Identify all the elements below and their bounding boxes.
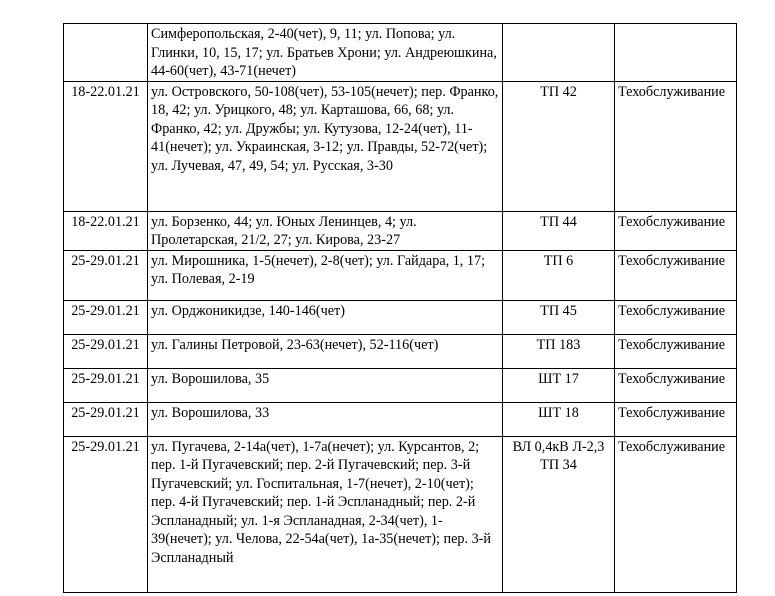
address-cell: ул. Островского, 50-108(чет), 53-105(нечет); пер. Франко, 18, 42; ул. Урицкого, 48; ул. Карташова, 66, 68; ул. Франко, 42; ул. Дружбы; ул. Кутузова, 12-24(чет), 11-41(нечет); ул. Украинская, 3-12; ул. Правды, 52-72(чет); ул. Лучевая, 47, 49, 54; ул. Русская, 3-30 — [148, 81, 503, 211]
date-cell: 25-29.01.21 — [64, 250, 148, 300]
table-row — [64, 211, 737, 250]
address-cell: ул. Пугачева, 2-14а(чет), 1-7а(нечет); ул. Курсантов, 2; пер. 1-й Пугачевский; пер. 2-й Пугачевский; пер. 3-й Пугачевский; ул. Госпитальная, 1-7(нечет), 2-10(чет); пер. 4-й Пугачевский; пер. 1-й Эспланадный; пер. 2-й Эспланадный; ул. 1-я Эспланадная, 2-34(чет), 1-39(нечет); ул. Челова, 22-54а(чет), 1а-35(нечет); пер. 3-й Эспланадный — [148, 436, 503, 592]
date-cell — [64, 24, 148, 82]
substation-cell: ТП 183 — [503, 334, 615, 368]
date-cell: 18-22.01.21 — [64, 211, 148, 250]
table-row — [64, 81, 737, 211]
date-cell: 25-29.01.21 — [64, 334, 148, 368]
work-type-cell: Техобслуживание — [615, 300, 737, 334]
substation-cell: ВЛ 0,4кВ Л-2,3 ТП 34 — [503, 436, 615, 592]
work-type-cell: Техобслуживание — [615, 81, 737, 211]
table-row — [64, 436, 737, 592]
address-cell: Симферопольская, 2-40(чет), 9, 11; ул. Попова; ул. Глинки, 10, 15, 17; ул. Братьев Хрони; ул. Андреюшкина, 44-60(чет), 43-71(нечет) — [148, 24, 503, 82]
substation-cell: ТП 6 — [503, 250, 615, 300]
work-type-cell: Техобслуживание — [615, 436, 737, 592]
address-cell: ул. Мирошника, 1-5(нечет), 2-8(чет); ул. Гайдара, 1, 17; ул. Полевая, 2-19 — [148, 250, 503, 300]
work-type-cell: Техобслуживание — [615, 368, 737, 402]
table-row — [64, 368, 737, 402]
date-cell: 25-29.01.21 — [64, 300, 148, 334]
substation-cell: ТП 42 — [503, 81, 615, 211]
substation-cell: ТП 44 — [503, 211, 615, 250]
date-cell: 25-29.01.21 — [64, 402, 148, 436]
table-row — [64, 334, 737, 368]
table-row — [64, 402, 737, 436]
date-cell: 25-29.01.21 — [64, 368, 148, 402]
address-cell: ул. Орджоникидзе, 140-146(чет) — [148, 300, 503, 334]
work-type-cell: Техобслуживание — [615, 250, 737, 300]
substation-cell: ШТ 18 — [503, 402, 615, 436]
date-cell: 25-29.01.21 — [64, 436, 148, 592]
table-row — [64, 250, 737, 300]
substation-cell — [503, 24, 615, 82]
table-row — [64, 300, 737, 334]
work-type-cell: Техобслуживание — [615, 211, 737, 250]
work-type-cell: Техобслуживание — [615, 334, 737, 368]
table-row — [64, 24, 737, 82]
address-cell: ул. Галины Петровой, 23-63(нечет), 52-116(чет) — [148, 334, 503, 368]
work-type-cell: Техобслуживание — [615, 402, 737, 436]
address-cell: ул. Борзенко, 44; ул. Юных Ленинцев, 4; ул. Пролетарская, 21/2, 27; ул. Кирова, 23-27 — [148, 211, 503, 250]
substation-cell: ТП 45 — [503, 300, 615, 334]
work-type-cell — [615, 24, 737, 82]
substation-cell: ШТ 17 — [503, 368, 615, 402]
date-cell: 18-22.01.21 — [64, 81, 148, 211]
outage-schedule-table — [63, 23, 737, 593]
address-cell: ул. Ворошилова, 35 — [148, 368, 503, 402]
address-cell: ул. Ворошилова, 33 — [148, 402, 503, 436]
